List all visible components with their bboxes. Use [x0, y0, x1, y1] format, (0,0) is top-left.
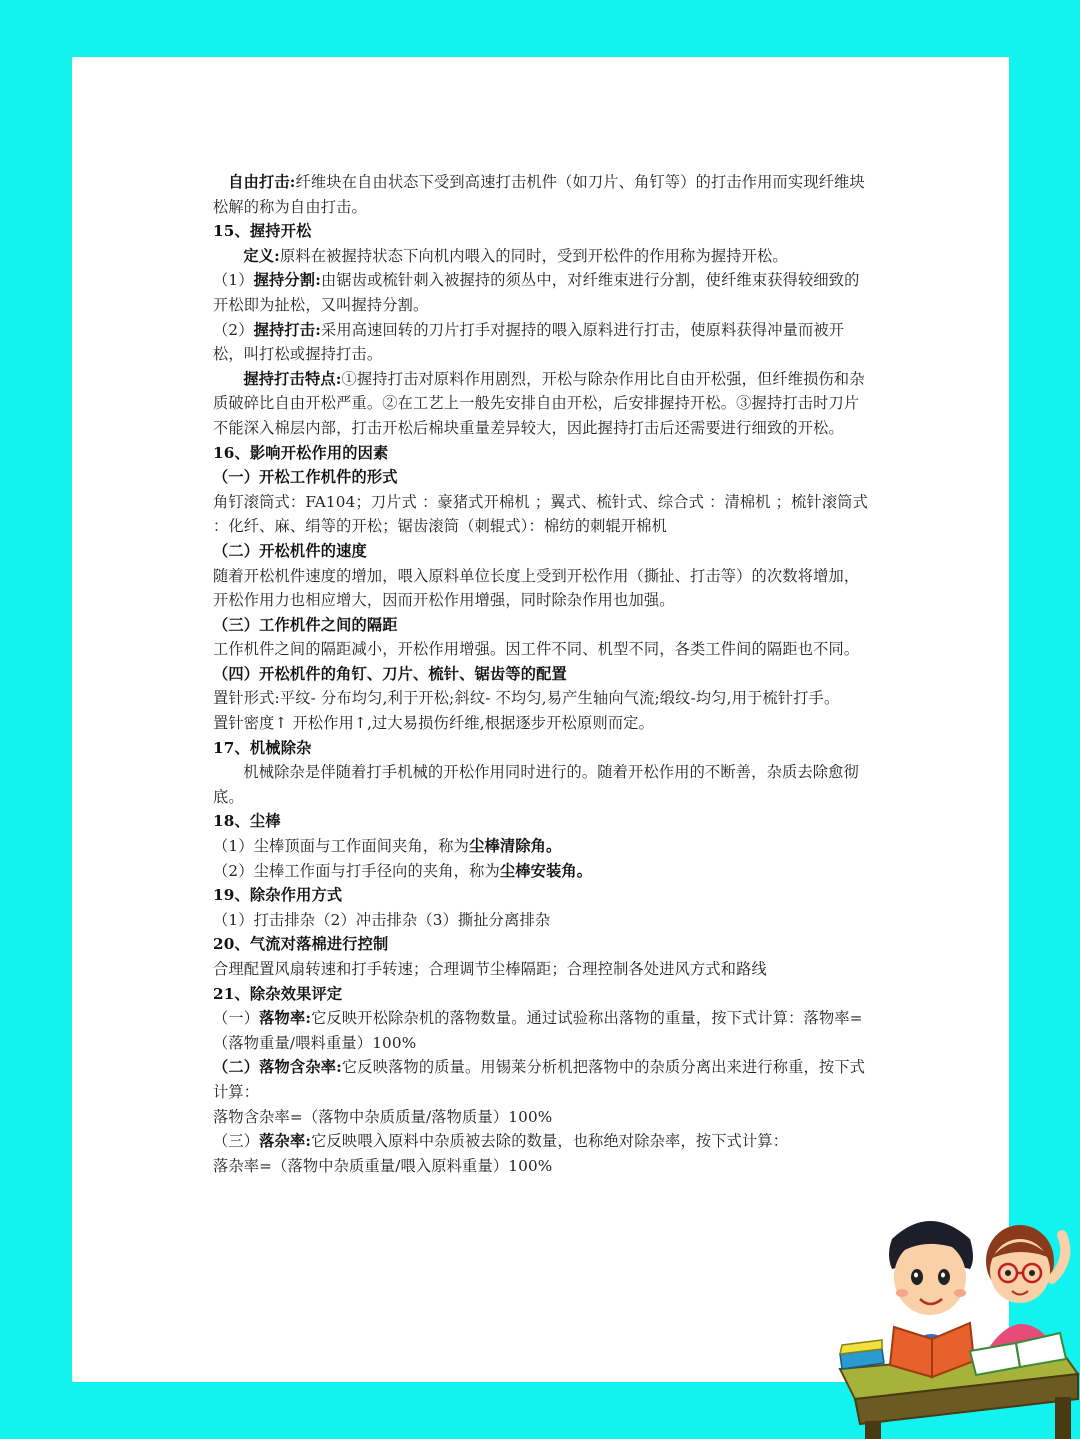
term-grip-strike: 握持打击: — [253, 320, 321, 339]
paragraph-free-strike — [213, 170, 873, 219]
term-21-1: 落物率: — [259, 1009, 312, 1028]
term-18-1: 尘棒清除角。 — [469, 837, 562, 856]
paragraph-grip-split — [213, 268, 873, 317]
term-free-strike: 自由打击: — [228, 173, 296, 191]
paragraph-16-1: 角钉滚筒式：FA104；刀片式 ：豪猪式开棉机 ；翼式、梳针式、综合式 ：清棉机 ；梳针滚筒式 ：化纤、麻、绢等的开松；锯齿滚筒（刺辊式）：棉纺的刺辊开棉机 — [213, 492, 869, 536]
text-18-2: （2）尘棒工作面与打手径向的夹角，称为 — [213, 861, 500, 880]
text-21-1: 它反映开松除杂机的落物数量。通过试验称出落物的重量，按下式计算：落物率=（落物重量/喂料重量）100% — [213, 1009, 863, 1052]
books-stack-illustration — [840, 1340, 884, 1369]
girl-illustration — [970, 1225, 1066, 1375]
term-21-2: （二）落物含杂率: — [213, 1058, 342, 1077]
term-21-3: 落杂率: — [259, 1132, 312, 1151]
paragraph-21-2 — [213, 1055, 873, 1104]
document-page — [72, 57, 1009, 1382]
paragraph-grip-strike — [213, 318, 873, 367]
text-21-2: 它反映落物的质量。用锡莱分析机把落物中的杂质分离出来进行称重，按下式计算： — [213, 1058, 866, 1101]
text-18-1: （1）尘棒顶面与工作面间夹角，称为 — [213, 837, 470, 856]
heading-17: 17、机械除杂 — [213, 738, 312, 757]
heading-19: 19、除杂作用方式 — [213, 886, 343, 905]
heading-20: 20、气流对落棉进行控制 — [213, 935, 389, 954]
heading-18: 18、尘棒 — [213, 812, 281, 831]
text-grip-strike: 采用高速回转的刀片打手对握持的喂入原料进行打击，使原料获得冲量而被开松，叫打松或握持打击。 — [213, 320, 845, 364]
subheading-16-1: （一）开松工作机件的形式 — [213, 468, 398, 487]
text-grip-features: ①握持打击对原料作用剧烈，开松与除杂作用比自由开松强，但纤维损伤和杂质破碎比自由开松严重。②在工艺上一般先安排自由开松，后安排握持开松。③握持打击时刀片不能深入棉层内部，打击开松后棉块重量差异较大，因此握持打击后还需要进行细致的开松。 — [213, 369, 865, 437]
paragraph-definition — [213, 244, 873, 269]
term-18-2: 尘棒安装角。 — [499, 861, 593, 880]
prefix-grip-strike: （2） — [213, 320, 254, 339]
term-definition: 定义: — [243, 246, 280, 265]
prefix-21-1: （一） — [213, 1009, 260, 1028]
paragraph-20: 合理配置风扇转速和打手转速；合理调节尘棒隔距；合理控制各处进风方式和路线 — [213, 960, 767, 978]
boy-illustration — [889, 1221, 974, 1377]
kids-reading-illustration — [820, 1199, 1080, 1439]
paragraph-21-1 — [213, 1006, 873, 1055]
text-21-3: 它反映喂入原料中杂质被去除的数量，也称绝对除杂率，按下式计算： — [311, 1132, 789, 1151]
prefix-21-3: （三） — [213, 1132, 260, 1151]
paragraph-grip-features — [213, 367, 873, 441]
paragraph-16-4a: 置针形式:平纹- 分布均匀,利于开松;斜纹- 不均匀,易产生轴向气流;缎纹-均匀,用于梳针打手。 — [213, 689, 840, 708]
heading-21: 21、除杂效果评定 — [213, 984, 343, 1003]
prefix-grip-split: （1） — [213, 271, 254, 290]
heading-16: 16、影响开松作用的因素 — [213, 443, 389, 462]
text-definition: 原料在被握持状态下向机内喂入的同时，受到开松件的作用称为握持开松。 — [279, 246, 788, 265]
term-grip-split: 握持分割: — [253, 271, 321, 290]
formula-21-2: 落物含杂率=（落物中杂质质量/落物质量）100% — [213, 1107, 553, 1126]
paragraph-18-2 — [213, 859, 873, 884]
paragraph-21-3 — [213, 1129, 873, 1154]
subheading-16-2: （二）开松机件的速度 — [213, 541, 367, 560]
text-free-strike: 纤维块在自由状态下受到高速打击机件（如刀片、角钉等）的打击作用而实现纤维块松解的称为自由打击。 — [213, 173, 865, 216]
paragraph-17: 机械除杂是伴随着打手机械的开松作用同时进行的。随着开松作用的不断善，杂质去除愈彻底。 — [213, 763, 859, 806]
term-grip-features: 握持打击特点: — [243, 369, 342, 388]
formula-21-3: 落杂率=（落物中杂质重量/喂入原料重量）100% — [213, 1156, 553, 1175]
document-content — [213, 170, 873, 1178]
subheading-16-4: （四）开松机件的角钉、刀片、梳针、锯齿等的配置 — [213, 664, 567, 683]
paragraph-18-1 — [213, 834, 873, 859]
paragraph-16-2: 随着开松机件速度的增加，喂入原料单位长度上受到开松作用（撕扯、打击等）的次数将增加，开松作用力也相应增大，因而开松作用增强，同时除杂作用也加强。 — [213, 566, 860, 610]
paragraph-16-4b: 置针密度↑ 开松作用↑,过大易损伤纤维,根据逐步开松原则而定。 — [213, 714, 655, 733]
paragraph-16-3: 工作机件之间的隔距减小，开松作用增强。因工件不同、机型不同，各类工件间的隔距也不同。 — [213, 640, 860, 659]
subheading-16-3: （三）工作机件之间的隔距 — [213, 615, 398, 634]
heading-15: 15、握持开松 — [213, 222, 312, 241]
paragraph-19: （1）打击排杂（2）冲击排杂（3）撕扯分离排杂 — [213, 910, 551, 929]
text-grip-split: 由锯齿或梳针刺入被握持的须丛中，对纤维束进行分割，使纤维束获得较细致的开松即为扯松，又叫握持分割。 — [213, 271, 860, 314]
